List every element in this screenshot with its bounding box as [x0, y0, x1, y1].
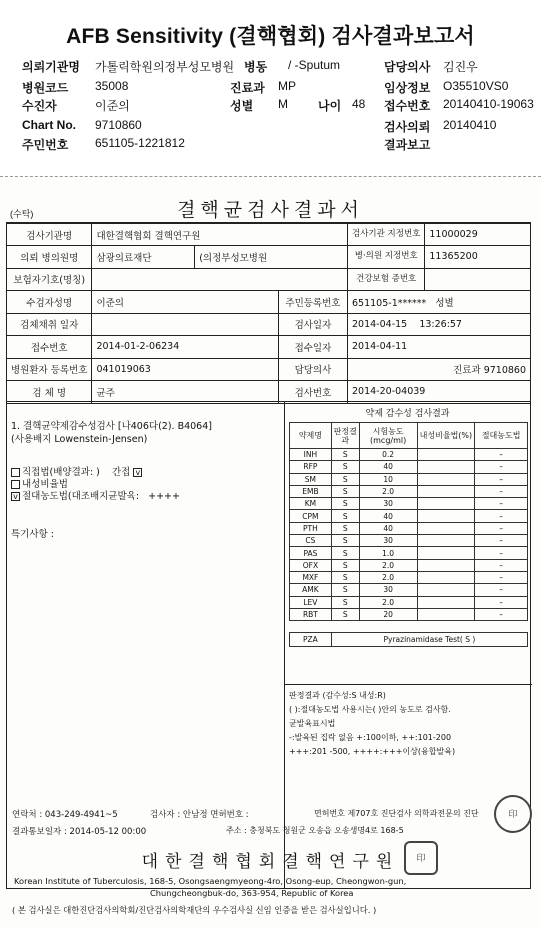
drug-concentration: 10: [359, 473, 417, 485]
option-label: 절대농도법(대조배지균발육:: [22, 491, 140, 502]
drug-proportion: [417, 510, 475, 522]
field-value: 김진우: [443, 60, 478, 74]
field-label: 성별: [230, 99, 254, 113]
drug-result: S: [331, 571, 359, 583]
method-line: 1. 결핵균약제감수성검사 [나406다(2). B4064]: [11, 421, 212, 432]
info-label: 접수일자: [278, 336, 347, 359]
info-label: 검사기관 지정번호: [348, 223, 425, 246]
info-value: 11000029: [425, 223, 531, 246]
info-label: 수검자성명: [7, 291, 92, 314]
pza-result: Pyrazinamidase Test( S ): [331, 633, 527, 647]
info-label: 보험자기호(명칭): [7, 268, 92, 291]
drug-proportion: [417, 571, 475, 583]
info-label: 검사일자: [278, 313, 347, 336]
option-label: 내성비율법: [22, 479, 68, 490]
drug-result: S: [331, 522, 359, 534]
info-value: 11365200: [425, 246, 531, 269]
remarks-label: 특기사항 :: [11, 529, 54, 540]
table-header-row: [290, 423, 528, 449]
option-label: 직접법(배양결과: ): [22, 467, 100, 478]
pza-row: [290, 633, 528, 647]
dept-label: 진료과: [453, 365, 481, 377]
field-label: 병동: [244, 60, 268, 74]
report-title: AFB Sensitivity (결핵협회) 검사결과보고서: [66, 25, 475, 48]
drug-concentration: 2.0: [359, 485, 417, 497]
legend-line: ( ):절대농도법 사용시는( )안의 농도로 검사함.: [289, 705, 451, 714]
drug-absolute: –: [475, 522, 528, 534]
info-label: 검체채취 일자: [7, 313, 92, 336]
info-value: [92, 268, 348, 291]
drug-name: SM: [290, 473, 332, 485]
info-label: 병·의원 지정번호: [348, 246, 425, 269]
institute-seal: 印: [494, 795, 532, 833]
address-kr: 주소 : 충청북도 청원군 오송읍 오송생명4로 168-5: [226, 826, 404, 835]
rrn-value: 651105-1******: [352, 297, 427, 309]
drug-absolute: –: [475, 485, 528, 497]
drug-absolute: –: [475, 535, 528, 547]
field-value: 651105-1221812: [95, 136, 185, 150]
table-row: [290, 621, 528, 633]
drug-result: S: [331, 547, 359, 559]
drug-row: [290, 608, 528, 620]
field-value: 35008: [95, 79, 129, 93]
table-row: [7, 313, 531, 336]
field-label: 수진자: [22, 99, 57, 113]
director-stamp: 印: [404, 841, 438, 875]
column-header: 절대농도법: [475, 423, 528, 449]
drug-absolute: –: [475, 449, 528, 461]
info-value: [348, 291, 531, 314]
drug-absolute: –: [475, 571, 528, 583]
drug-name: AMK: [290, 584, 332, 596]
drug-concentration: 30: [359, 498, 417, 510]
drug-proportion: [417, 498, 475, 510]
drug-concentration: 40: [359, 522, 417, 534]
field-value: MP: [278, 79, 296, 93]
drug-result: S: [331, 535, 359, 547]
drug-name: PZA: [290, 633, 332, 647]
info-value: 대한결핵협회 결핵연구원: [92, 223, 348, 246]
info-value: [348, 313, 531, 336]
drug-name: RFP: [290, 461, 332, 473]
checkbox-checked: v: [11, 492, 20, 501]
drug-result: S: [331, 608, 359, 620]
drug-row: [290, 498, 528, 510]
drug-concentration: 2.0: [359, 559, 417, 571]
info-value: [92, 313, 278, 336]
test-date: 2014-04-15: [352, 318, 408, 330]
info-label: 검사기관명: [7, 223, 92, 246]
drug-name: CS: [290, 535, 332, 547]
examiner-info: 검사자 : 안남정 면허번호 :: [150, 810, 249, 820]
drug-proportion: [417, 535, 475, 547]
legend-box: [285, 684, 532, 763]
field-value: 48: [352, 97, 366, 111]
field-label: 의뢰기관명: [22, 60, 80, 74]
checkbox-checked: v: [133, 468, 142, 477]
field-label: 접수번호: [384, 99, 431, 113]
drug-name: EMB: [290, 485, 332, 497]
drug-result: S: [331, 461, 359, 473]
table-row: [7, 268, 531, 291]
drug-name: KM: [290, 498, 332, 510]
drug-absolute: –: [475, 559, 528, 571]
info-value: 2014-20-04039: [348, 381, 531, 404]
legend-line: 균발육표시법: [289, 719, 336, 728]
growth-value: ++++: [148, 491, 180, 502]
drug-absolute: –: [475, 547, 528, 559]
drug-row: [290, 485, 528, 497]
drug-proportion: [417, 522, 475, 534]
field-value: 20140410-19063: [443, 97, 534, 111]
field-label: 나이: [318, 99, 342, 113]
drug-absolute: –: [475, 473, 528, 485]
scan-title: 결핵균검사결과서: [177, 199, 364, 221]
test-time: 13:26:57: [419, 318, 462, 330]
drug-row: [290, 510, 528, 522]
drug-concentration: 2.0: [359, 596, 417, 608]
drug-proportion: [417, 449, 475, 461]
field-label: 임상정보: [384, 81, 431, 95]
drug-row: [290, 596, 528, 608]
drug-absolute: –: [475, 461, 528, 473]
dept-value: 9710860: [483, 365, 526, 377]
info-label: 의뢰 병의원명: [7, 246, 92, 269]
drug-result: S: [331, 449, 359, 461]
column-header: 판정결과: [331, 423, 359, 449]
drug-row: [290, 473, 528, 485]
institute-name-kr: 대한결핵협회결핵연구원: [141, 852, 400, 872]
drug-proportion: [417, 473, 475, 485]
info-label: 담당의사: [278, 358, 347, 381]
info-value: [425, 268, 531, 291]
field-value: 9710860: [95, 118, 142, 132]
susceptibility-table: [289, 422, 528, 647]
table-row: [7, 291, 531, 314]
entrusted-tag: (수탁): [10, 209, 34, 219]
info-value: 균주: [92, 381, 278, 404]
absolute-method-option: [11, 488, 180, 502]
info-value: 이준의: [92, 291, 278, 314]
contact-info: 연락처 : 043-249-4941~5: [12, 810, 118, 820]
table-row: [7, 358, 531, 381]
legend-line: +++:201 -500, ++++:+++이상(융합발육): [289, 747, 456, 756]
legend-line: -:발육된 집락 없음 +:100이하, ++:101-200: [289, 733, 452, 742]
info-value: 2014-04-11: [348, 336, 531, 359]
drug-result: S: [331, 473, 359, 485]
license-info: 면허번호 제707호 진단검사 의학과전문의 진단: [314, 809, 479, 818]
drug-row: [290, 559, 528, 571]
option-label: 간접: [111, 467, 131, 478]
sex-label: 성별: [435, 297, 454, 309]
drug-absolute: –: [475, 510, 528, 522]
info-value: 2014-01-2-06234: [92, 336, 278, 359]
institute-address-en: Korean Institute of Tuberculosis, 168-5, Osongsaengmyeong-4ro, Osong-eup, Cheongwon-gun,: [14, 876, 407, 886]
info-label: 검사번호: [278, 381, 347, 404]
drug-absolute: –: [475, 608, 528, 620]
info-label: 건강보험 증번호: [348, 268, 425, 291]
drug-absolute: –: [475, 584, 528, 596]
drug-concentration: 30: [359, 535, 417, 547]
drug-name: LEV: [290, 596, 332, 608]
drug-row: [290, 571, 528, 583]
info-value: 삼광의료재단: [92, 246, 195, 269]
drug-row: [290, 449, 528, 461]
column-header: 약제명: [290, 423, 332, 449]
spacer-cell: [290, 621, 528, 633]
info-label: 접수번호: [7, 336, 92, 359]
field-value: M: [278, 97, 288, 111]
field-label: 주민번호: [22, 138, 69, 152]
drug-name: OFX: [290, 559, 332, 571]
drug-result: S: [331, 510, 359, 522]
drug-result: S: [331, 498, 359, 510]
field-label: Chart No.: [22, 118, 76, 132]
drug-proportion: [417, 608, 475, 620]
drug-proportion: [417, 584, 475, 596]
drug-row: [290, 547, 528, 559]
medium-line: (사용배지 Lowenstein-Jensen): [11, 434, 148, 445]
field-label: 결과보고: [384, 138, 431, 152]
table-row: [7, 381, 531, 404]
field-label: 검사의뢰: [384, 120, 431, 134]
drug-proportion: [417, 596, 475, 608]
patient-info-table: [6, 222, 531, 404]
info-label: 주민등록번호: [278, 291, 347, 314]
drug-concentration: 40: [359, 461, 417, 473]
drug-concentration: 40: [359, 510, 417, 522]
table-row: [7, 246, 531, 269]
drug-name: PTH: [290, 522, 332, 534]
drug-absolute: –: [475, 498, 528, 510]
drug-concentration: 30: [359, 584, 417, 596]
drug-name: MXF: [290, 571, 332, 583]
drug-absolute: –: [475, 596, 528, 608]
drug-name: INH: [290, 449, 332, 461]
drug-proportion: [417, 559, 475, 571]
certification-note: ( 본 검사실은 대한진단검사의학회/진단검사의학재단의 우수검사실 신임 인증을 받은 검사실입니다. ): [12, 905, 377, 915]
field-value: O35510VS0: [443, 79, 509, 93]
table-row: [7, 336, 531, 359]
drug-name: RBT: [290, 608, 332, 620]
scanned-report: [0, 176, 541, 927]
drug-result: S: [331, 596, 359, 608]
drug-result: S: [331, 485, 359, 497]
drug-row: [290, 535, 528, 547]
field-value: 가톨릭학원의정부성모병원: [95, 60, 235, 74]
field-value: 20140410: [443, 118, 497, 132]
drug-proportion: [417, 461, 475, 473]
field-label: 진료과: [230, 81, 265, 95]
drug-name: CPM: [290, 510, 332, 522]
drug-row: [290, 584, 528, 596]
field-value: / -Sputum: [288, 58, 341, 72]
column-header: 시험농도(mcg/ml): [359, 423, 417, 449]
info-value: (의정부성모병원: [195, 246, 348, 269]
column-header: 내성비율법(%): [417, 423, 475, 449]
drug-concentration: 2.0: [359, 571, 417, 583]
susceptibility-title: 약제 감수성 검사결과: [365, 409, 450, 419]
info-label: 검 체 명: [7, 381, 92, 404]
drug-result: S: [331, 584, 359, 596]
drug-proportion: [417, 547, 475, 559]
drug-concentration: 1.0: [359, 547, 417, 559]
field-label: 담당의사: [384, 60, 431, 74]
drug-name: PAS: [290, 547, 332, 559]
info-value: [348, 358, 531, 381]
legend-line: 판정결과 (감수성:S 내성:R): [289, 691, 386, 700]
info-value: 041019063: [92, 358, 278, 381]
table-row: [7, 223, 531, 246]
drug-result: S: [331, 559, 359, 571]
drug-row: [290, 522, 528, 534]
report-date: 결과통보일자 : 2014-05-12 00:00: [12, 827, 147, 837]
field-label: 병원코드: [22, 81, 69, 95]
field-value: 이준의: [95, 99, 130, 113]
info-label: 병원환자 등록번호: [7, 358, 92, 381]
drug-concentration: 20: [359, 608, 417, 620]
drug-concentration: 0.2: [359, 449, 417, 461]
drug-proportion: [417, 485, 475, 497]
institute-address-en: Chungcheongbuk-do, 363-954, Republic of Korea: [150, 888, 354, 898]
drug-row: [290, 461, 528, 473]
